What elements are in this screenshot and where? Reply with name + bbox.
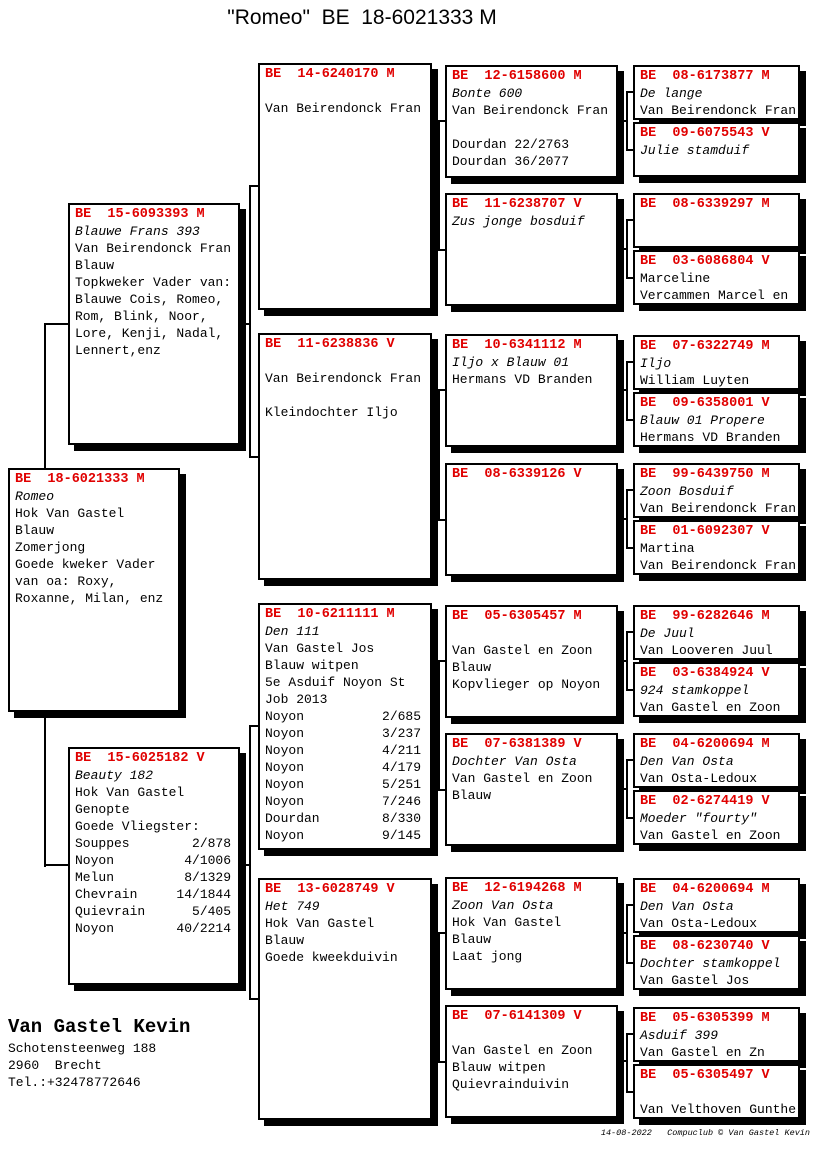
- pedigree-line: Van Looveren Juul: [640, 643, 773, 658]
- pedigree-box-ggp-1: [445, 65, 618, 178]
- ring-number: BE 14-6240170 M: [265, 67, 395, 82]
- connector-line: [626, 759, 633, 761]
- connector-line: [626, 962, 633, 964]
- pedigree-line: Van Gastel Jos: [265, 641, 375, 656]
- pedigree-line: Noyon 2/685: [265, 709, 422, 724]
- connector-line: [438, 120, 440, 251]
- ring-number: BE 10-6341112 M: [452, 338, 582, 353]
- connector-line: [626, 547, 633, 549]
- owner-address-street: Schotensteenweg 188: [8, 1041, 157, 1056]
- pedigree-line: Kopvlieger op Noyon: [452, 677, 601, 692]
- pedigree-line: Van Velthoven Gunthe: [640, 1102, 797, 1117]
- ring-number: BE 03-6384924 V: [640, 666, 770, 681]
- connector-line: [249, 185, 251, 458]
- pedigree-box-gggp-13: [633, 878, 800, 933]
- pedigree-line: Noyon 4/179: [265, 760, 422, 775]
- pedigree-line: Melun 8/1329: [75, 870, 232, 885]
- pedigree-line: Zoon Bosduif: [640, 484, 734, 499]
- connector-line: [626, 904, 628, 964]
- connector-line: [249, 185, 258, 187]
- pedigree-box-gggp-15: [633, 1007, 800, 1062]
- owner-name: Van Gastel Kevin: [8, 1016, 191, 1038]
- pedigree-line: Bonte 600: [452, 86, 523, 101]
- ring-number: BE 99-6439750 M: [640, 467, 770, 482]
- pedigree-line: [640, 1084, 796, 1101]
- connector-line: [626, 219, 628, 279]
- pedigree-line: Van Gastel en Zoon: [452, 643, 593, 658]
- pedigree-line: Van Gastel en Zoon: [640, 700, 781, 715]
- pedigree-line: Job 2013: [265, 692, 328, 707]
- connector-line: [626, 1091, 633, 1093]
- connector-line: [626, 631, 633, 633]
- pedigree-line: Van Gastel en Zoon: [452, 1043, 593, 1058]
- ring-number: BE 07-6322749 M: [640, 339, 770, 354]
- pedigree-line: Den 111: [265, 624, 320, 639]
- pedigree-line: Iljo: [640, 356, 672, 371]
- pedigree-line: Marceline: [640, 271, 711, 286]
- pedigree-line: Beauty 182: [75, 768, 154, 783]
- ring-number: BE 05-6305457 M: [452, 609, 582, 624]
- pedigree-line: Dourdan 36/2077: [452, 154, 570, 169]
- pedigree-line: 924 stamkoppel: [640, 683, 750, 698]
- connector-line: [626, 1033, 628, 1093]
- pedigree-line: Van Beirendonck Fran: [265, 101, 422, 116]
- pedigree-line: Noyon 3/237: [265, 726, 422, 741]
- connector-line: [438, 660, 445, 662]
- pedigree-box-gp-4: [258, 878, 432, 1120]
- pedigree-line: Den Van Osta: [640, 754, 734, 769]
- connector-line: [438, 519, 445, 521]
- pedigree-box-gggp-3: [633, 193, 800, 248]
- connector-line: [438, 660, 440, 791]
- pedigree-line: Roxanne, Milan, enz: [15, 591, 164, 606]
- pedigree-line: Genopte: [75, 802, 130, 817]
- pedigree-line: Hermans VD Branden: [640, 430, 781, 445]
- ring-number: BE 07-6141309 V: [452, 1009, 582, 1024]
- pedigree-line: Vercammen Marcel en: [640, 288, 789, 303]
- pedigree-line: Van Beirendonck Fran: [640, 501, 797, 516]
- ring-number: BE 04-6200694 M: [640, 737, 770, 752]
- pedigree-box-subject: [8, 468, 180, 712]
- connector-line: [44, 864, 70, 866]
- connector-line: [626, 149, 633, 151]
- connector-line: [626, 91, 628, 151]
- pedigree-line: Noyon 4/211: [265, 743, 422, 758]
- pedigree-line: Kleindochter Iljo: [265, 405, 398, 420]
- connector-line: [438, 120, 445, 122]
- pedigree-line: Van Beirendonck Fran: [75, 241, 232, 256]
- connector-line: [626, 277, 633, 279]
- ring-number: BE 05-6305399 M: [640, 1011, 770, 1026]
- pedigree-line: Blauw witpen: [265, 658, 359, 673]
- pedigree-box-gggp-2: [633, 122, 800, 177]
- pedigree-box-gggp-1: [633, 65, 800, 120]
- pedigree-line: Noyon 4/1006: [75, 853, 232, 868]
- pedigree-line: [452, 625, 614, 642]
- connector-line: [626, 904, 633, 906]
- pedigree-line: De lange: [640, 86, 703, 101]
- ring-number: BE 04-6200694 M: [640, 882, 770, 897]
- pedigree-box-gggp-10: [633, 662, 800, 717]
- pedigree-line: Dourdan 22/2763: [452, 137, 570, 152]
- pedigree-line: Lennert,enz: [75, 343, 161, 358]
- pedigree-line: Asduif 399: [640, 1028, 719, 1043]
- page-title: "Romeo" BE 18-6021333 M: [227, 6, 497, 29]
- pedigree-box-ggp-7: [445, 877, 618, 990]
- pedigree-line: Souppes 2/878: [75, 836, 232, 851]
- connector-line: [249, 998, 258, 1000]
- connector-line: [626, 689, 633, 691]
- pedigree-box-gggp-7: [633, 463, 800, 518]
- pedigree-box-gggp-5: [633, 335, 800, 390]
- pedigree-line: Moeder "fourty": [640, 811, 758, 826]
- ring-number: BE 11-6238707 V: [452, 197, 582, 212]
- pedigree-line: Topkweker Vader van:: [75, 275, 232, 290]
- owner-phone: Tel.:+32478772646: [8, 1075, 141, 1090]
- pedigree-line: Van Osta-Ledoux: [640, 916, 758, 931]
- pedigree-line: Van Osta-Ledoux: [640, 771, 758, 786]
- pedigree-box-gggp-14: [633, 935, 800, 990]
- pedigree-box-ggp-5: [445, 605, 618, 718]
- connector-line: [44, 323, 70, 325]
- pedigree-line: 5e Asduif Noyon St: [265, 675, 406, 690]
- pedigree-line: Van Beirendonck Fran: [640, 103, 797, 118]
- pedigree-box-ggp-6: [445, 733, 618, 846]
- pedigree-box-gggp-4: [633, 250, 800, 305]
- pedigree-line: Het 749: [265, 899, 320, 914]
- pedigree-line: Hok Van Gastel: [15, 506, 125, 521]
- pedigree-box-gggp-16: [633, 1064, 800, 1119]
- connector-line: [626, 219, 633, 221]
- ring-number: BE 10-6211111 M: [265, 607, 395, 622]
- pedigree-line: [452, 1025, 614, 1042]
- connector-line: [626, 631, 628, 691]
- pedigree-line: Hermans VD Branden: [452, 372, 593, 387]
- ring-number: BE 11-6238836 V: [265, 337, 395, 352]
- pedigree-line: Hok Van Gastel: [75, 785, 185, 800]
- ring-number: BE 09-6358001 V: [640, 396, 770, 411]
- ring-number: BE 12-6194268 M: [452, 881, 582, 896]
- connector-line: [626, 361, 628, 421]
- pedigree-line: Blauwe Frans 393: [75, 224, 200, 239]
- pedigree-box-gp-1: [258, 63, 432, 310]
- pedigree-line: Noyon 5/251: [265, 777, 422, 792]
- pedigree-box-gggp-6: [633, 392, 800, 447]
- pedigree-line: Blauw: [15, 523, 55, 538]
- ring-number: BE 05-6305497 V: [640, 1068, 770, 1083]
- ring-number: BE 15-6093393 M: [75, 207, 205, 222]
- footer-credit: 14-08-2022 Compuclub © Van Gastel Kevin: [600, 1128, 810, 1138]
- owner-block: [8, 1014, 190, 1091]
- connector-line: [626, 817, 633, 819]
- pedigree-line: Noyon 7/246: [265, 794, 422, 809]
- pedigree-line: Laat jong: [452, 949, 523, 964]
- pedigree-line: Quievrainduivin: [452, 1077, 570, 1092]
- pedigree-line: Zomerjong: [15, 540, 86, 555]
- pedigree-line: Blauw: [452, 660, 492, 675]
- pedigree-line: van oa: Roxy,: [15, 574, 117, 589]
- connector-line: [249, 725, 258, 727]
- ring-number: BE 08-6230740 V: [640, 939, 770, 954]
- connector-line: [626, 1033, 633, 1035]
- pedigree-line: [452, 119, 614, 136]
- connector-line: [249, 725, 251, 1000]
- pedigree-line: Van Beirendonck Fran: [452, 103, 609, 118]
- connector-line: [626, 361, 633, 363]
- pedigree-line: Zus jonge bosduif: [452, 214, 585, 229]
- pedigree-line: Blauw: [452, 788, 492, 803]
- pedigree-box-gggp-8: [633, 520, 800, 575]
- ring-number: BE 15-6025182 V: [75, 751, 205, 766]
- connector-line: [438, 932, 445, 934]
- pedigree-line: Van Gastel en Zoon: [452, 771, 593, 786]
- owner-address-city: 2960 Brecht: [8, 1058, 102, 1073]
- pedigree-line: Blauw: [452, 932, 492, 947]
- ring-number: BE 02-6274419 V: [640, 794, 770, 809]
- pedigree-line: Van Gastel en Zn: [640, 1045, 765, 1060]
- connector-line: [438, 389, 445, 391]
- connector-line: [438, 249, 445, 251]
- pedigree-line: Van Beirendonck Fran: [265, 371, 422, 386]
- pedigree-box-gp-2: [258, 333, 432, 580]
- pedigree-line: William Luyten: [640, 373, 750, 388]
- pedigree-box-sire: [68, 203, 240, 445]
- ring-number: BE 12-6158600 M: [452, 69, 582, 84]
- pedigree-box-ggp-3: [445, 334, 618, 447]
- pedigree-line: Lore, Kenji, Nadal,: [75, 326, 224, 341]
- pedigree-line: Blauw witpen: [452, 1060, 546, 1075]
- pedigree-line: Van Gastel en Zoon: [640, 828, 781, 843]
- ring-number: BE 07-6381389 V: [452, 737, 582, 752]
- pedigree-line: De Juul: [640, 626, 695, 641]
- pedigree-box-ggp-8: [445, 1005, 618, 1118]
- pedigree-line: [265, 83, 428, 100]
- connector-line: [626, 419, 633, 421]
- ring-number: BE 09-6075543 V: [640, 126, 770, 141]
- ring-number: BE 08-6339126 V: [452, 467, 582, 482]
- pedigree-line: Romeo: [15, 489, 55, 504]
- connector-line: [626, 489, 628, 549]
- pedigree-line: Blauw: [75, 258, 115, 273]
- connector-line: [626, 489, 633, 491]
- ring-number: BE 99-6282646 M: [640, 609, 770, 624]
- ring-number: BE 03-6086804 V: [640, 254, 770, 269]
- pedigree-line: Hok Van Gastel: [265, 916, 375, 931]
- pedigree-line: Chevrain 14/1844: [75, 887, 232, 902]
- pedigree-line: Blauw: [265, 933, 305, 948]
- pedigree-line: Julie stamduif: [640, 143, 750, 158]
- connector-line: [626, 91, 633, 93]
- pedigree-line: Dochter stamkoppel: [640, 956, 781, 971]
- pedigree-line: Iljo x Blauw 01: [452, 355, 570, 370]
- pedigree-line: [265, 353, 428, 370]
- pedigree-line: [265, 387, 428, 404]
- ring-number: BE 13-6028749 V: [265, 882, 395, 897]
- ring-number: BE 18-6021333 M: [15, 472, 145, 487]
- ring-number: BE 01-6092307 V: [640, 524, 770, 539]
- pedigree-line: Goede Vliegster:: [75, 819, 200, 834]
- pedigree-line: Dochter Van Osta: [452, 754, 577, 769]
- pedigree-line: Van Beirendonck Fran: [640, 558, 797, 573]
- pedigree-line: Van Gastel Jos: [640, 973, 750, 988]
- connector-line: [438, 1061, 445, 1063]
- pedigree-line: Goede kweekduivin: [265, 950, 398, 965]
- connector-line: [438, 789, 445, 791]
- connector-line: [438, 932, 440, 1063]
- pedigree-line: Blauw 01 Propere: [640, 413, 765, 428]
- ring-number: BE 08-6339297 M: [640, 197, 770, 212]
- pedigree-box-gggp-12: [633, 790, 800, 845]
- pedigree-line: Goede kweker Vader: [15, 557, 156, 572]
- connector-line: [249, 456, 258, 458]
- pedigree-line: Noyon 40/2214: [75, 921, 232, 936]
- pedigree-box-ggp-4: [445, 463, 618, 576]
- pedigree-line: Dourdan 8/330: [265, 811, 422, 826]
- pedigree-line: Noyon 9/145: [265, 828, 422, 843]
- pedigree-line: Hok Van Gastel: [452, 915, 562, 930]
- pedigree-box-ggp-2: [445, 193, 618, 306]
- pedigree-line: Martina: [640, 541, 695, 556]
- pedigree-line: Zoon Van Osta: [452, 898, 554, 913]
- pedigree-line: Den Van Osta: [640, 899, 734, 914]
- pedigree-box-gggp-9: [633, 605, 800, 660]
- pedigree-line: Rom, Blink, Noor,: [75, 309, 208, 324]
- connector-line: [626, 759, 628, 819]
- pedigree-line: Blauwe Cois, Romeo,: [75, 292, 224, 307]
- connector-line: [438, 389, 440, 521]
- pedigree-box-gggp-11: [633, 733, 800, 788]
- ring-number: BE 08-6173877 M: [640, 69, 770, 84]
- pedigree-box-dam: [68, 747, 240, 985]
- pedigree-box-gp-3: [258, 603, 432, 850]
- pedigree-line: Quievrain 5/405: [75, 904, 232, 919]
